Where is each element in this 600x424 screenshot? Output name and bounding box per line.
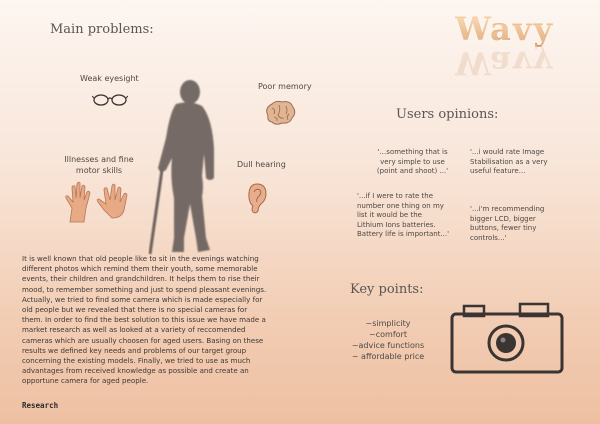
heading-key-points: Key points: [350, 282, 424, 297]
label-dull-hearing: Dull hearing [237, 160, 286, 169]
logo [455, 10, 595, 80]
main-text-line: mood, to remember something and just to spend pleasant evenings. [22, 284, 267, 294]
label-illnesses-line2: motor skills [75, 166, 123, 175]
quote-4-line1: '...i'm recommending [470, 205, 545, 213]
quote-1-line2: very simple to use [380, 157, 445, 166]
label-illnesses-line1: Illnesses and fine [64, 155, 134, 164]
main-text-line: Actually, we tried to find some camera which is made especially for [22, 294, 263, 304]
quote-2-line1: '...i would rate Image [470, 148, 545, 156]
label-illnesses [62, 154, 136, 176]
heading-users-opinions: Users opinions: [396, 107, 499, 122]
quote-4-line3: buttons, fewer tiny [470, 224, 537, 232]
key-points-list [340, 318, 436, 362]
glasses-icon [92, 92, 128, 106]
quote-4-line4: controls...' [470, 233, 507, 242]
quote-3-line1: '...if I were to rate the [357, 192, 433, 200]
quote-1 [365, 148, 460, 177]
research-label: Research [22, 401, 59, 410]
main-text-line: events, their children and grandchildren. It helps them to rise their [22, 274, 260, 284]
quote-4-line2: bigger LCD, bigger [470, 214, 536, 223]
quote-2-line3: useful feature... [470, 167, 526, 175]
heading-main-problems: Main problems: [50, 22, 154, 37]
camera-icon [450, 302, 564, 374]
label-poor-memory: Poor memory [258, 82, 312, 91]
quote-4 [470, 205, 580, 243]
hands-icon [64, 180, 134, 224]
main-text-line: market research as well as looked at a variety of reccomended [22, 325, 246, 335]
key-point-item: ~advice functions [351, 341, 425, 350]
quote-2-line2: Stabilisation as a very [470, 157, 548, 166]
logo-text: Wavy [455, 10, 555, 48]
main-text-line: cameras which are usually choosen for aged users. Basing on these [22, 335, 264, 345]
key-point-item: ~ affordable price [351, 352, 425, 361]
main-text [22, 254, 322, 387]
quote-2 [470, 148, 580, 177]
main-text-line: It is well known that old people like to sit in the evenings watching [22, 254, 259, 263]
logo-reflection: Wavy [455, 44, 555, 82]
main-text-line: opportune camera for aged people. [22, 376, 149, 386]
brain-icon [264, 100, 296, 126]
quote-3-line3: list it would be the [357, 211, 422, 219]
key-point-item: ~comfort [369, 330, 407, 339]
main-text-line: different photos which remind them their youth, some memorable [22, 264, 258, 274]
quote-3-line4: Lithium Ions batteries. [357, 220, 436, 229]
quote-3-line5: Battery life is important...' [357, 230, 450, 238]
quote-3 [357, 192, 467, 240]
label-weak-eyesight: Weak eyesight [80, 74, 139, 83]
main-text-line: advantages from received knowledge as possible and create an [22, 366, 249, 376]
ear-icon [246, 182, 268, 214]
elderly-person-silhouette [140, 78, 230, 258]
quote-3-line2: number one thing on my [357, 201, 444, 210]
main-text-line: old people but we revealed that there is no special cameras for [22, 305, 248, 315]
key-point-item: ~simplicity [365, 319, 411, 328]
main-text-line: results we defined key needs and problems of our target group [22, 345, 247, 355]
quote-1-line1: '…something that is [377, 148, 448, 156]
quote-1-line3: (point and shoot) ...' [376, 167, 449, 175]
main-text-line: concerning the existing models. Finally, we tried to use as much [22, 356, 251, 366]
main-text-line: them. In order to find the best solution to this issue we have made a [22, 315, 266, 325]
